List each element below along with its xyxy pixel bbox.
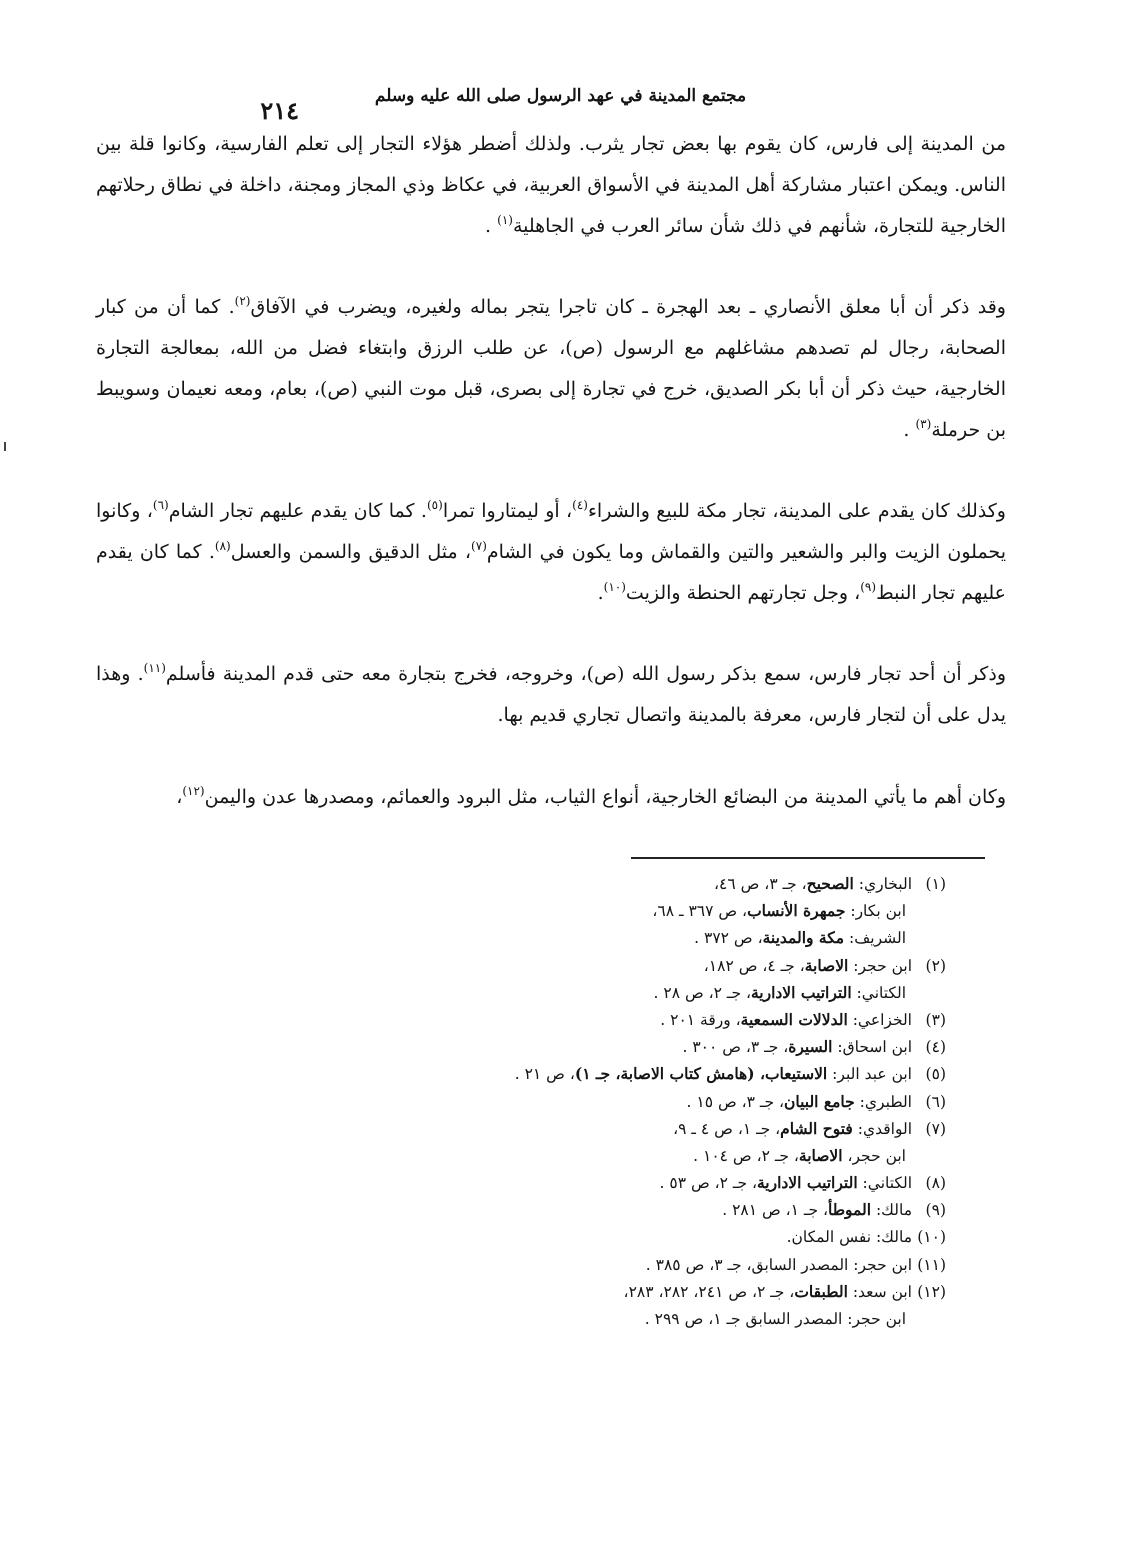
paragraph-text: وذكر أن أحد تجار فارس، سمع بذكر رسول الله (ص)، وخروجه، فخرج بتجارة معه حتى قدم المدينة فأسلم — [165, 663, 1006, 685]
footnote-number: ( ٨ ) — [912, 1170, 946, 1196]
footnote-rest: ، ص ٢١ . — [514, 1065, 575, 1084]
footnote-title: الطبقات — [794, 1281, 848, 1301]
footnote — [186, 1251, 946, 1278]
footnote-number: ( ٣ ) — [912, 1007, 946, 1033]
footnote-ref[interactable]: (١٠) — [603, 580, 626, 594]
footnote-number: ( ١٢ ) — [912, 1279, 946, 1305]
footnote-title: التراتيب الادارية — [750, 982, 852, 1002]
footnote-title: الموطأ — [827, 1200, 872, 1220]
footnote-number: ( ٦ ) — [912, 1089, 946, 1115]
footnote-author: الشريف: — [844, 929, 906, 948]
footnote-author: ابن اسحاق: — [832, 1038, 912, 1057]
footnote-title: مكة والمدينة — [762, 928, 845, 948]
footnote-title: جامع البيان — [783, 1091, 855, 1111]
footnote-title: الدلالات السمعية — [740, 1009, 848, 1029]
footnote-ref[interactable]: (٨) — [214, 539, 231, 553]
paragraph-text: ، وكانوا يحملون الزيت والبر والشعير والتين والقماش وما يكون في الشام — [96, 500, 1006, 563]
footnote — [186, 979, 946, 1006]
footnote-number: ( ١٠ ) — [912, 1224, 946, 1250]
footnote-author: البخاري: — [853, 875, 912, 893]
footnote-author: الكتاني: — [851, 983, 906, 1002]
footnote-author: الطبري: — [854, 1092, 912, 1111]
paragraph-text: ، مثل الدقيق والسمن والعسل — [230, 541, 472, 563]
footnote-author: ابن حجر: — [848, 1255, 912, 1274]
footnotes-list — [186, 870, 946, 1332]
paragraph-text: . كما أن من كبار الصحابة، رجال لم تصدهم مشاغلهم مع الرسول (ص)، عن طلب الرزق وابتغاء فضل من الله، بمعالجة التجارة الخارجية، حيث ذكر أن أبا بكر الصديق، خرج في تجارة إلى بصرى، قبل موت النبي (ص)، بعام، ومعه نعيمان وسويبط بن حرملة — [96, 296, 1006, 441]
footnote-ref[interactable]: (١٢) — [182, 784, 205, 798]
footnote-rest: ، ص ٣٦٧ ـ ٦٨، — [652, 902, 748, 921]
footnote-author: ابن حجر: — [842, 1310, 906, 1328]
footnote-title: جمهرة الأنساب — [747, 901, 846, 921]
paragraph-5 — [96, 777, 1006, 818]
footnote — [186, 1169, 946, 1196]
footnote — [186, 924, 946, 951]
footnote-author: ابن سعد: — [847, 1282, 912, 1301]
footnote — [186, 1033, 946, 1060]
footnote-author: ابن حجر: — [848, 956, 912, 975]
paragraph-text: . — [597, 582, 604, 604]
footnote-number: ( ٥ ) — [912, 1061, 946, 1087]
paragraph-text: ، أو ليمتاروا تمرا — [442, 500, 573, 522]
footnote-author: ابن حجر، — [842, 1146, 906, 1165]
footnote — [186, 897, 946, 924]
paragraph-text: . — [485, 215, 492, 237]
footnote — [186, 1223, 946, 1250]
footnote-author: مالك: — [871, 1201, 912, 1220]
footnote-title: الاستيعاب، (هامش كتاب الاصابة، جـ ١) — [574, 1064, 828, 1084]
running-title: مجتمع المدينة في عهد الرسول صلى الله عليه وسلم — [374, 86, 747, 106]
paragraph-1 — [96, 124, 1006, 247]
footnote — [186, 1060, 946, 1087]
paragraph-text: ، — [176, 786, 183, 808]
footnote — [186, 1142, 946, 1169]
footnote-title: التراتيب الادارية — [756, 1173, 858, 1193]
paragraph-text: . وهذا يدل على أن لتجار فارس، معرفة بالمدينة واتصال تجاري قديم بها. — [96, 663, 1006, 726]
footnote — [186, 1278, 946, 1305]
footnote-rest: ، جـ ٢، ص ٥٣ . — [659, 1174, 757, 1193]
footnote-title: الاصابة — [798, 1145, 843, 1165]
footnote-divider — [631, 857, 985, 859]
footnote-author: الخزاعي: — [847, 1010, 912, 1029]
paragraph-text: . — [903, 419, 910, 441]
footnote-ref[interactable]: (٣) — [915, 417, 932, 431]
footnote-rest: ، جـ ٤، ص ١٨٢، — [703, 956, 805, 975]
footnote-title: الاصابة — [804, 955, 849, 975]
footnote — [186, 1196, 946, 1223]
scan-mark — [4, 442, 6, 451]
footnote-author: ابن بكار: — [845, 902, 906, 921]
footnote-author: الواقدي: — [852, 1119, 912, 1138]
paragraph-text: وكان أهم ما يأتي المدينة من البضائع الخارجية، أنواع الثياب، مثل البرود والعمائم، ومصدرها عدن واليمن — [204, 786, 1006, 808]
paragraph-3 — [96, 491, 1006, 614]
footnote — [186, 1305, 946, 1332]
paragraph-2 — [96, 287, 1006, 451]
footnote-number: ( ٤ ) — [912, 1034, 946, 1060]
page-number: ٢١٤ — [260, 96, 299, 125]
footnote-rest: ، جـ ١، ص ٤ ـ ٩، — [673, 1119, 781, 1138]
footnote — [186, 1115, 946, 1142]
footnote-title: السيرة — [788, 1037, 833, 1057]
paragraph-text: وكذلك كان يقدم على المدينة، تجار مكة للبيع والشراء — [587, 500, 1006, 522]
footnote-rest: ، ورقة ٢٠١ . — [660, 1010, 741, 1029]
footnote-author: ابن عبد البر: — [827, 1065, 912, 1084]
paragraph-4 — [96, 654, 1006, 736]
footnote-ref[interactable]: (٤) — [572, 498, 588, 512]
footnote-ref[interactable]: (٥) — [426, 498, 443, 512]
footnote-number: ( ١١ ) — [912, 1252, 946, 1278]
footnote-rest: المصدر السابق، جـ ٣، ص ٣٨٥ . — [645, 1255, 849, 1274]
paragraph-text: وقد ذكر أن أبا معلق الأنصاري ـ بعد الهجرة ـ كان تاجرا يتجر بماله ولغيره، ويضرب في الآفاق — [250, 296, 1006, 318]
footnote-number: ( ١ ) — [912, 871, 946, 897]
footnote-author: مالك: — [871, 1228, 912, 1247]
footnote-number: ( ٢ ) — [912, 953, 946, 979]
footnote-ref[interactable]: (٦) — [152, 498, 169, 512]
paragraph-text: ، وجل تجارتهم الحنطة والزيت — [625, 582, 861, 604]
paragraph-text: . كما كان يقدم عليهم تجار الشام — [168, 500, 427, 522]
footnote-number: ( ٧ ) — [912, 1116, 946, 1142]
footnote-rest: ، ص ٣٧٢ . — [694, 929, 763, 948]
footnote — [186, 870, 946, 897]
footnote — [186, 1006, 946, 1033]
footnote-ref[interactable]: (٢) — [234, 294, 251, 308]
footnote-rest: المصدر السابق جـ ١، ص ٢٩٩ . — [644, 1310, 843, 1328]
footnote-number: ( ٩ ) — [912, 1197, 946, 1223]
footnote — [186, 1088, 946, 1115]
footnote-rest: ، جـ ٢، ص ٢٤١، ٢٨٢، ٢٨٣، — [623, 1282, 795, 1301]
footnote-ref[interactable]: (١) — [497, 213, 513, 227]
footnote-author: الكتاني: — [857, 1174, 912, 1193]
footnote-ref[interactable]: (٧) — [471, 539, 487, 553]
footnote-ref[interactable]: (٩) — [860, 580, 877, 594]
footnote-rest: ، جـ ٢، ص ١٠٤ . — [693, 1146, 799, 1165]
paragraph-text: . كما كان يقدم عليهم تجار النبط — [96, 541, 1006, 604]
footnote-title: فتوح الشام — [780, 1118, 853, 1138]
footnote-rest: ، جـ ٢، ص ٢٨ . — [653, 983, 751, 1002]
footnote-rest: ، جـ ٣، ص ٣٠٠ . — [682, 1038, 789, 1057]
footnote-ref[interactable]: (١١) — [143, 661, 166, 675]
footnote-rest: ، جـ ١، ص ٢٨١ . — [722, 1201, 828, 1220]
paragraph-text: من المدينة إلى فارس، كان يقوم بها بعض تجار يثرب. ولذلك أضطر هؤلاء التجار إلى تعلم الفارسية، وكانوا قلة بين الناس. ويمكن اعتبار مشاركة أهل المدينة في الأسواق العربية، في عكاظ وذي المجاز ومجنة، داخلة في نطاق رحلاتهم الخارجية للتجارة، شأنهم في ذلك شأن سائر العرب في الجاهلية — [96, 133, 1006, 237]
footnote-rest: ، جـ ٣، ص ١٥ . — [686, 1092, 784, 1111]
footnote — [186, 952, 946, 979]
footnote-rest: ، جـ ٣، ص ٤٦، — [714, 875, 807, 893]
footnote-rest: نفس المكان. — [786, 1228, 872, 1247]
footnote-title: الصحيح — [806, 874, 854, 893]
